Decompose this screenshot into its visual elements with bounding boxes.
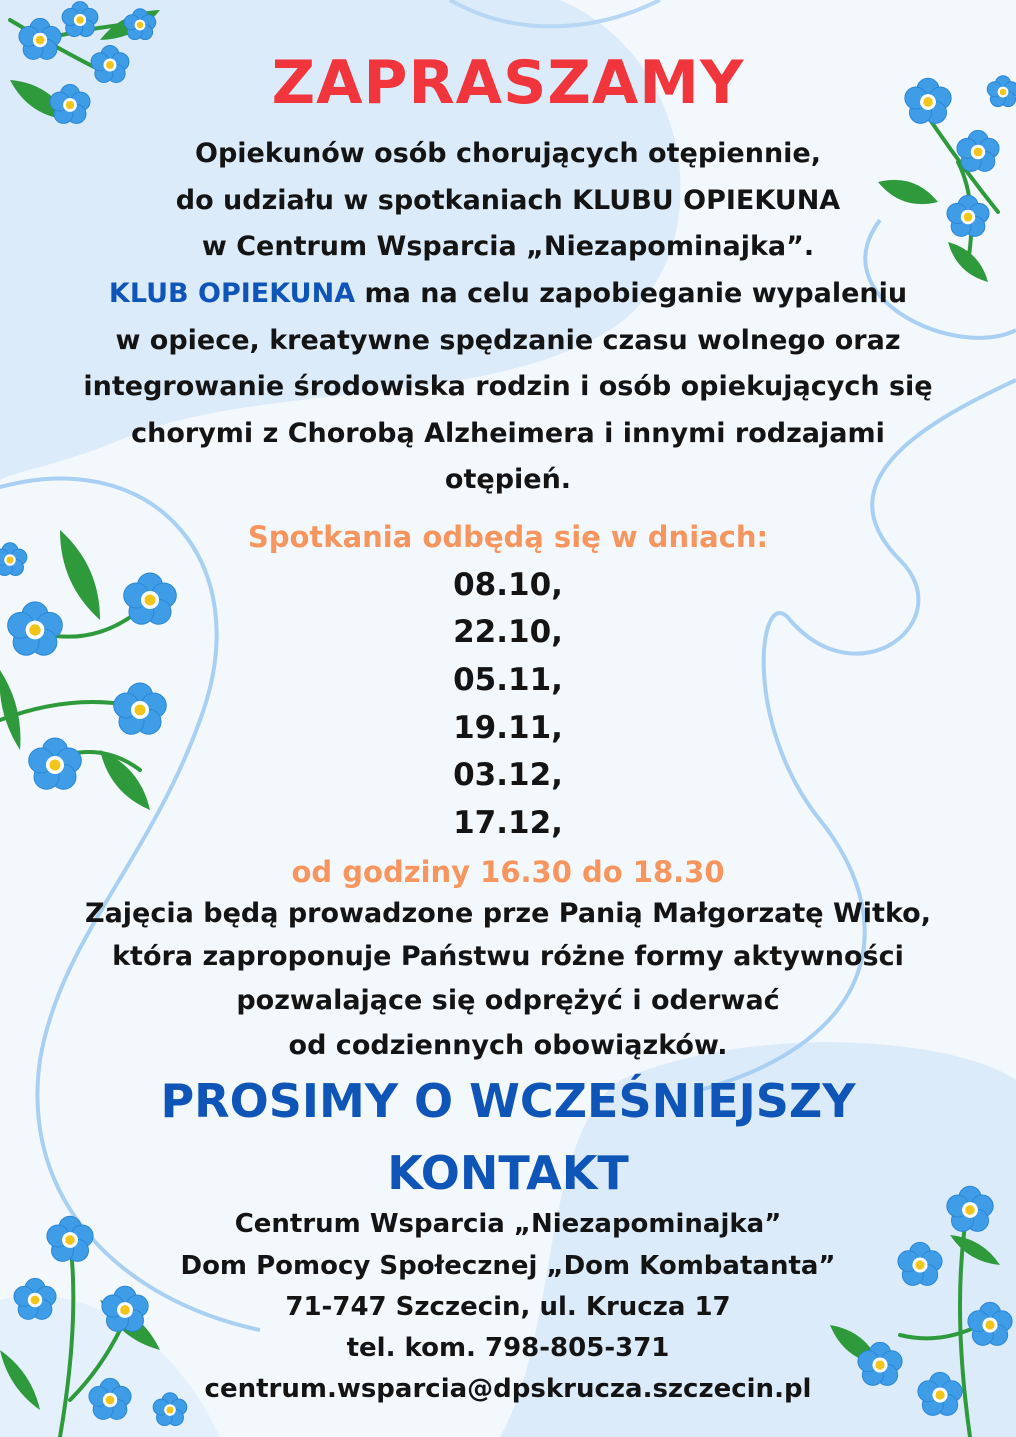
intro-line-1: Opiekunów osób chorujących otępiennie, <box>195 138 821 169</box>
footer-email: centrum.wsparcia@dpskrucza.szczecin.pl <box>204 1374 812 1404</box>
description-line-3: pozwalające się odprężyć i oderwać <box>236 985 780 1016</box>
meeting-date: 05.11, <box>453 662 563 698</box>
footer-address: 71-747 Szczecin, ul. Krucza 17 <box>285 1292 731 1322</box>
description-line-2: która zaproponuje Państwu różne formy aktywności <box>112 941 904 972</box>
contact-title-line-1: PROSIMY O WCZEŚNIEJSZY <box>160 1074 856 1128</box>
footer-institution: Dom Pomocy Społecznej „Dom Kombatanta” <box>180 1251 836 1281</box>
description-line-1: Zajęcia będą prowadzone prze Panią Małgorzatę Witko, <box>85 898 931 929</box>
club-name: KLUB OPIEKUNA <box>108 278 356 309</box>
club-line-3: integrowanie środowiska rodzin i osób opiekujących się <box>83 371 933 402</box>
intro-line-2: do udziału w spotkaniach KLUBU OPIEKUNA <box>175 185 841 216</box>
footer-center-name: Centrum Wsparcia „Niezapominajka” <box>234 1209 782 1239</box>
club-line-2: w opiece, kreatywne spędzanie czasu wolnego oraz <box>115 325 901 356</box>
meeting-date: 17.12, <box>453 805 563 841</box>
description-line-4: od codziennych obowiązków. <box>288 1030 728 1061</box>
contact-title-line-2: KONTAKT <box>387 1146 629 1200</box>
meeting-hours: od godziny 16.30 do 18.30 <box>291 855 725 889</box>
meeting-date: 03.12, <box>453 757 563 793</box>
club-line-4: chorymi z Chorobą Alzheimera i innymi rodzajami <box>131 418 885 449</box>
meeting-date: 22.10, <box>453 614 563 650</box>
club-line-5: otępień. <box>444 464 572 495</box>
poster-title: ZAPRASZAMY <box>271 48 745 118</box>
club-line-1 <box>0 278 1016 309</box>
meeting-date: 08.10, <box>453 567 563 603</box>
intro-line-3: w Centrum Wsparcia „Niezapominajka”. <box>201 231 815 262</box>
club-line-1-rest: ma na celu zapobieganie wypaleniu <box>355 278 908 309</box>
meetings-heading: Spotkania odbędą się w dniach: <box>247 520 769 554</box>
meeting-date: 19.11, <box>453 710 563 746</box>
footer-phone: tel. kom. 798-805-371 <box>346 1333 670 1363</box>
